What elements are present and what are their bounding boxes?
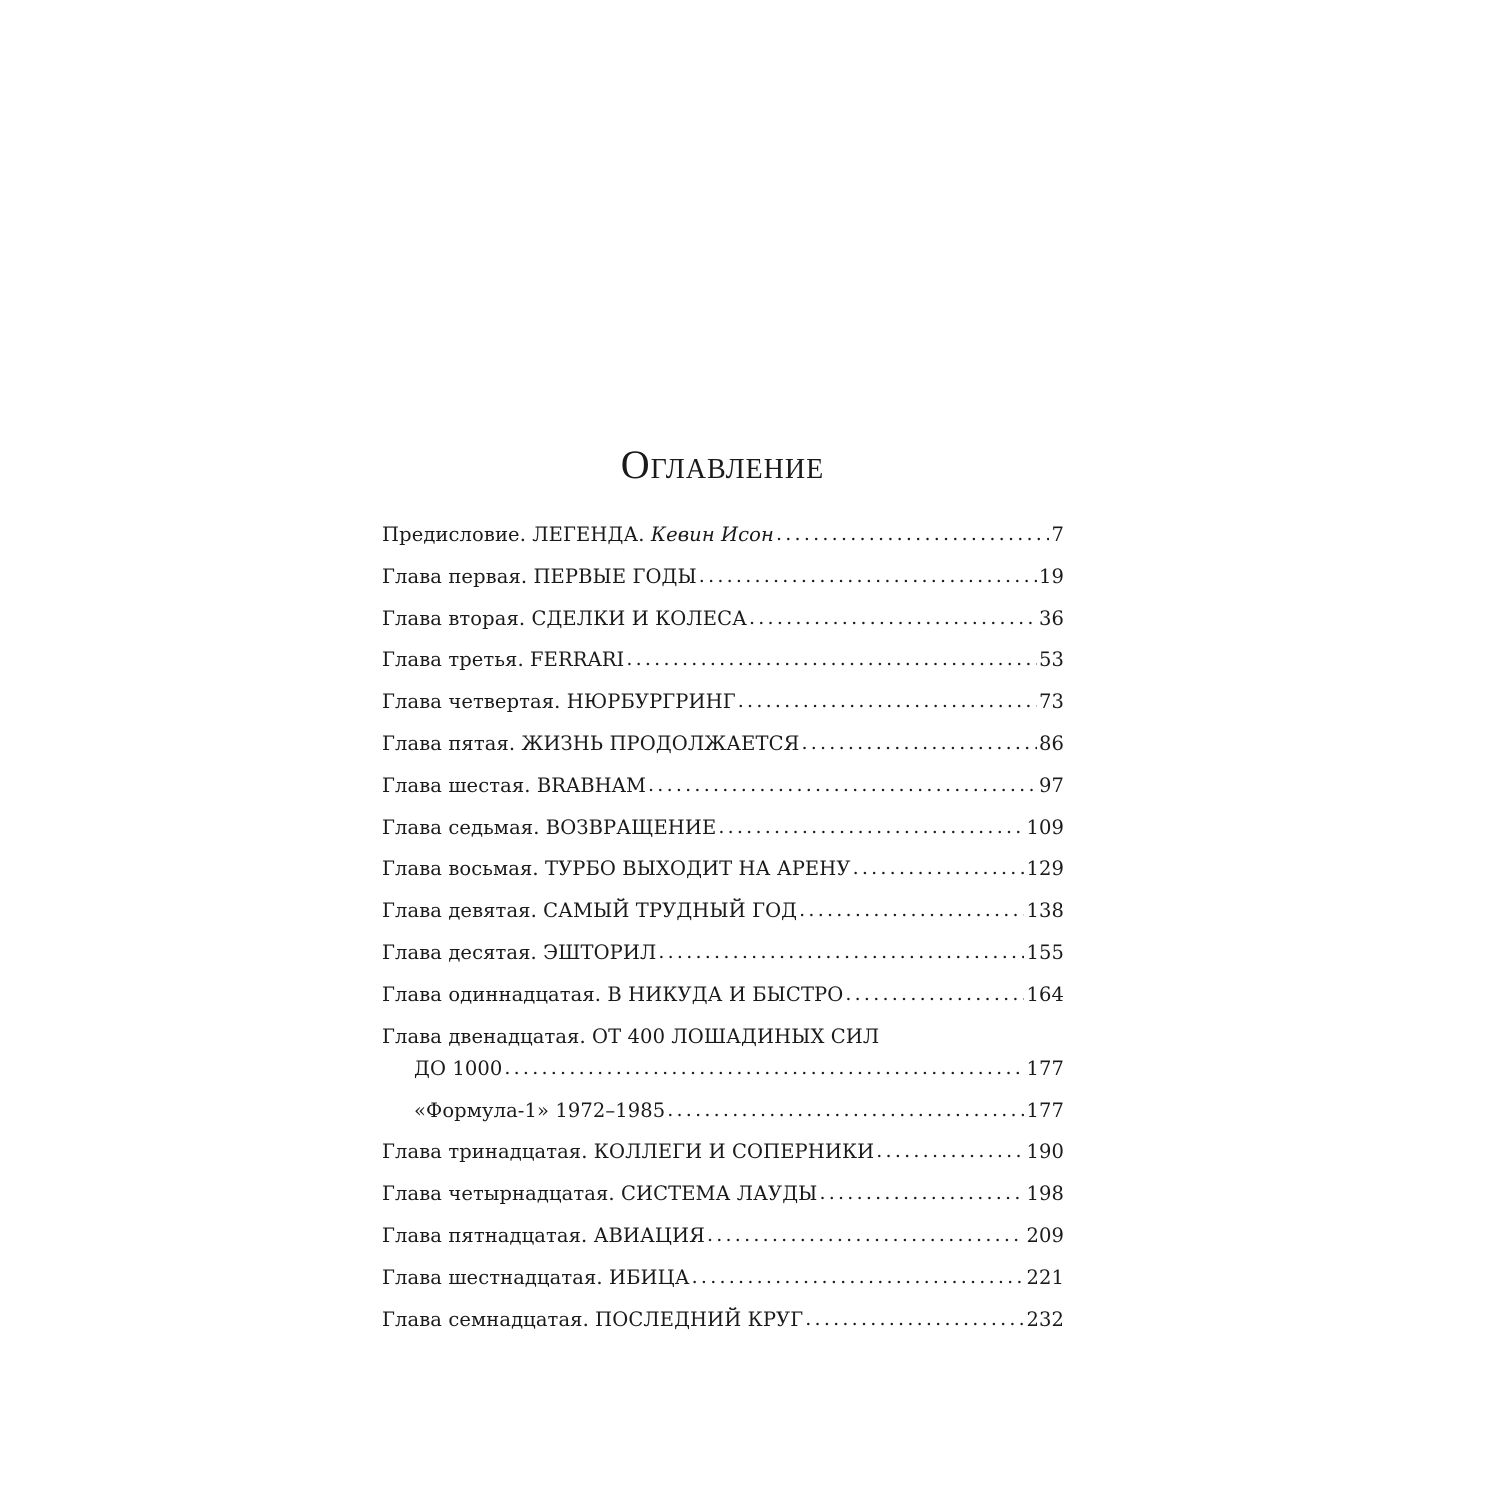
toc-entry-chapter-7 xyxy=(382,815,1064,857)
toc-entry-chapter-10 xyxy=(382,940,1064,982)
toc-entry-label: Глава четвертая. НЮРБУРГРИНГ xyxy=(382,690,736,714)
toc-entry-page: 221 xyxy=(1026,1265,1064,1289)
toc-entry-page: 138 xyxy=(1026,899,1064,923)
toc-entry-preface xyxy=(382,522,1064,564)
dot-leader xyxy=(667,1097,1024,1123)
toc-entry-chapter-3 xyxy=(382,647,1064,689)
toc-entry-label: Глава седьмая. ВОЗВРАЩЕНИЕ xyxy=(382,815,717,839)
page-title: Оглавление xyxy=(620,442,825,487)
toc-entry-label: Глава семнадцатая. ПОСЛЕДНИЙ КРУГ xyxy=(382,1307,804,1331)
toc-entry-label: Глава первая. ПЕРВЫЕ ГОДЫ xyxy=(382,564,697,588)
toc-entry-label: Глава одиннадцатая. В НИКУДА И БЫСТРО xyxy=(382,982,844,1006)
toc-entry-page: 97 xyxy=(1038,773,1064,797)
toc-entry-page: 155 xyxy=(1026,940,1064,964)
toc-entry-page: 209 xyxy=(1026,1223,1064,1247)
toc-entry-page: 86 xyxy=(1038,731,1064,755)
toc-entry-page: 164 xyxy=(1026,982,1064,1006)
dot-leader xyxy=(819,1180,1024,1206)
toc-entry-label: Глава десятая. ЭШТОРИЛ xyxy=(382,940,657,964)
toc-entry-chapter-4 xyxy=(382,689,1064,731)
dot-leader xyxy=(626,646,1037,672)
toc-entry-label: Глава четырнадцатая. СИСТЕМА ЛАУДЫ xyxy=(382,1182,818,1206)
toc-entry-author: Кевин Исон xyxy=(650,523,774,546)
dot-leader xyxy=(749,605,1037,631)
toc-entry-page: 232 xyxy=(1026,1307,1064,1331)
dot-leader xyxy=(799,897,1024,923)
dot-leader xyxy=(707,1222,1025,1248)
toc-entry-chapter-17 xyxy=(382,1307,1064,1349)
toc-entry-label: Глава третья. FERRARI xyxy=(382,648,625,672)
toc-entry-chapter-2 xyxy=(382,606,1064,648)
dot-leader xyxy=(776,521,1050,547)
toc-entry-chapter-5 xyxy=(382,731,1064,773)
toc-entry-label: Глава восьмая. ТУРБО ВЫХОДИТ НА АРЕНУ xyxy=(382,857,851,881)
toc-entry-page: 53 xyxy=(1038,648,1064,672)
toc-entry-page: 198 xyxy=(1026,1182,1064,1206)
toc-entry-page: 177 xyxy=(1026,1098,1064,1122)
toc-entry-page: 36 xyxy=(1038,606,1064,630)
dot-leader xyxy=(845,981,1024,1007)
toc-entry-chapter-16 xyxy=(382,1265,1064,1307)
toc-entry-page: 7 xyxy=(1051,523,1064,546)
toc-entry-chapter-6 xyxy=(382,773,1064,815)
toc-entry-page: 129 xyxy=(1026,857,1064,881)
dot-leader xyxy=(801,730,1037,756)
toc-entry-chapter-1 xyxy=(382,564,1064,606)
toc-entry-page: 190 xyxy=(1026,1140,1064,1164)
toc-entry-label: Глава девятая. САМЫЙ ТРУДНЫЙ ГОД xyxy=(382,899,798,923)
toc-entry-label: Глава двенадцатая. ОТ 400 ЛОШАДИНЫХ СИЛ xyxy=(382,1024,880,1048)
toc-entry-label: Предисловие. ЛЕГЕНДА. Кевин Исон xyxy=(382,523,774,546)
table-of-contents xyxy=(382,522,1064,1348)
toc-entry-label: Глава пятая. ЖИЗНЬ ПРОДОЛЖАЕТСЯ xyxy=(382,731,800,755)
toc-entry-page: 19 xyxy=(1038,564,1064,588)
dot-leader xyxy=(805,1306,1024,1332)
toc-entry-page: 177 xyxy=(1026,1056,1064,1080)
toc-entry-chapter-14 xyxy=(382,1181,1064,1223)
dot-leader xyxy=(699,563,1037,589)
dot-leader xyxy=(658,939,1024,965)
toc-entry-label: «Формула-1» 1972–1985 xyxy=(414,1098,666,1122)
toc-entry-label: Глава шестая. BRABHAM xyxy=(382,773,647,797)
dot-leader xyxy=(738,688,1037,714)
toc-entry-page: 109 xyxy=(1026,815,1064,839)
toc-entry-label: Глава шестнадцатая. ИБИЦА xyxy=(382,1265,690,1289)
toc-entry-chapter-11 xyxy=(382,982,1064,1024)
toc-entry-label: Глава пятнадцатая. АВИАЦИЯ xyxy=(382,1223,705,1247)
toc-entry-label: Глава вторая. СДЕЛКИ И КОЛЕСА xyxy=(382,606,747,630)
dot-leader xyxy=(504,1055,1024,1081)
dot-leader xyxy=(648,772,1037,798)
toc-entry-chapter-8 xyxy=(382,856,1064,898)
toc-entry-chapter-15 xyxy=(382,1223,1064,1265)
dot-leader xyxy=(876,1138,1024,1164)
toc-entry-label: Глава тринадцатая. КОЛЛЕГИ И СОПЕРНИКИ xyxy=(382,1140,875,1164)
toc-entry-subsection-formula1 xyxy=(382,1098,1064,1140)
toc-entry-page: 73 xyxy=(1038,690,1064,714)
toc-entry-chapter-9 xyxy=(382,898,1064,940)
dot-leader xyxy=(853,855,1025,881)
toc-entry-chapter-12 xyxy=(382,1024,1064,1098)
toc-entry-label-continued: ДО 1000 xyxy=(414,1056,503,1080)
dot-leader xyxy=(692,1264,1025,1290)
dot-leader xyxy=(718,814,1024,840)
toc-entry-chapter-13 xyxy=(382,1139,1064,1181)
